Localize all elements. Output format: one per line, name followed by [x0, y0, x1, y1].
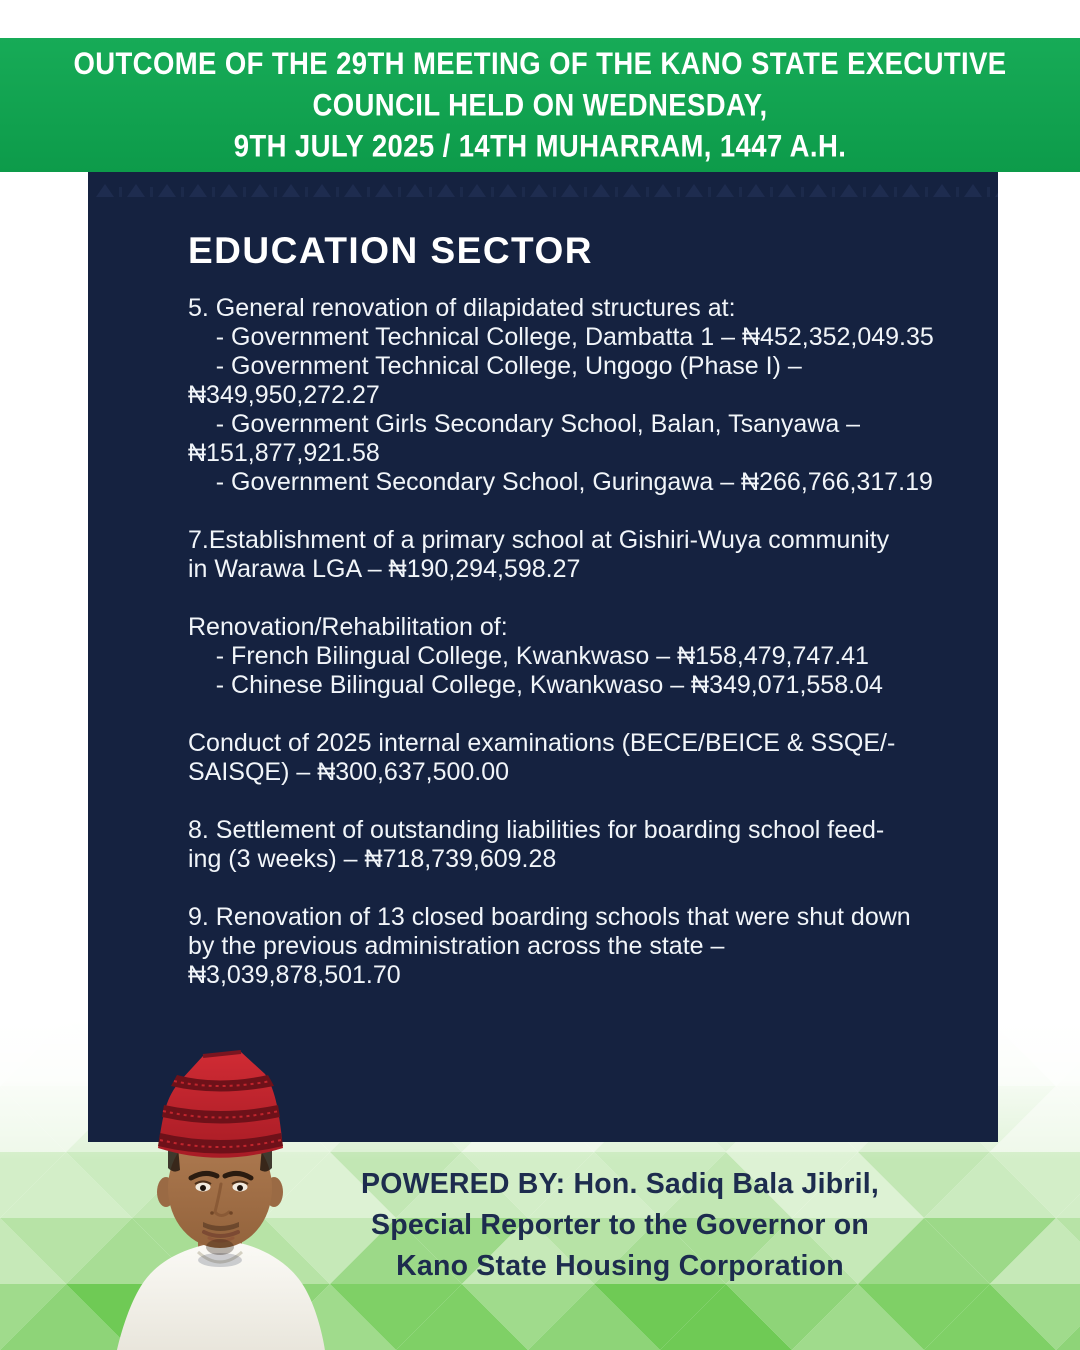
text-line: - Government Technical College, Ungogo (Phase I) –	[188, 352, 802, 380]
header-banner	[0, 38, 1080, 172]
text-line: Renovation/Rehabilitation of:	[188, 613, 508, 641]
white-robe	[117, 1242, 325, 1350]
text-line: - Government Secondary School, Guringawa – ₦266,766,317.19	[188, 468, 933, 496]
text-line: by the previous administration across the state –	[188, 932, 725, 960]
text-line: 5. General renovation of dilapidated structures at:	[188, 294, 736, 322]
text-line: Special Reporter to the Governor on	[371, 1209, 869, 1241]
zigzag-pattern-strip	[88, 177, 998, 203]
body-paragraph	[188, 526, 988, 584]
body-paragraph	[188, 903, 988, 990]
text-line: Conduct of 2025 internal examinations (BECE/BEICE & SSQE/-	[188, 729, 896, 757]
text-line: SAISQE) – ₦300,637,500.00	[188, 758, 510, 786]
text-line: - Government Technical College, Dambatta 1 – ₦452,352,049.35	[188, 323, 934, 351]
text-line: POWERED BY: Hon. Sadiq Bala Jibril,	[361, 1168, 879, 1200]
text-line: ₦3,039,878,501.70	[188, 961, 401, 989]
body-paragraph	[188, 294, 988, 497]
text-line: 9TH JULY 2025 / 14TH MUHARRAM, 1447 A.H.	[233, 127, 847, 164]
footer-caption	[300, 1164, 940, 1287]
body-paragraph	[188, 729, 988, 787]
text-line: 7.Establishment of a primary school at Gishiri-Wuya community	[188, 526, 890, 554]
text-line: Kano State Housing Corporation	[396, 1250, 844, 1282]
body-paragraph	[188, 816, 988, 874]
text-line: - Government Girls Secondary School, Balan, Tsanyawa –	[188, 410, 861, 438]
banner-title	[0, 43, 1080, 166]
text-line: 9. Renovation of 13 closed boarding schools that were shut down	[188, 903, 911, 931]
text-line: COUNCIL HELD ON WEDNESDAY,	[312, 86, 768, 123]
content-panel	[88, 172, 998, 1142]
red-kano-cap	[158, 1052, 283, 1158]
text-line: in Warawa LGA – ₦190,294,598.27	[188, 555, 581, 583]
text-line: ₦151,877,921.58	[188, 439, 380, 467]
text-line: - Chinese Bilingual College, Kwankwaso – ₦349,071,558.04	[188, 671, 883, 699]
section-heading: EDUCATION SECTOR	[188, 230, 593, 271]
text-line: ing (3 weeks) – ₦718,739,609.28	[188, 845, 557, 873]
text-line: ₦349,950,272.27	[188, 381, 380, 409]
text-line: 8. Settlement of outstanding liabilities for boarding school feed-	[188, 816, 885, 844]
governor-portrait-photo	[103, 1046, 337, 1350]
body-paragraphs	[188, 294, 988, 1019]
text-line: - French Bilingual College, Kwankwaso – ₦158,479,747.41	[188, 642, 869, 670]
text-line: OUTCOME OF THE 29TH MEETING OF THE KANO STATE EXECUTIVE	[73, 45, 1007, 82]
body-paragraph	[188, 613, 988, 700]
